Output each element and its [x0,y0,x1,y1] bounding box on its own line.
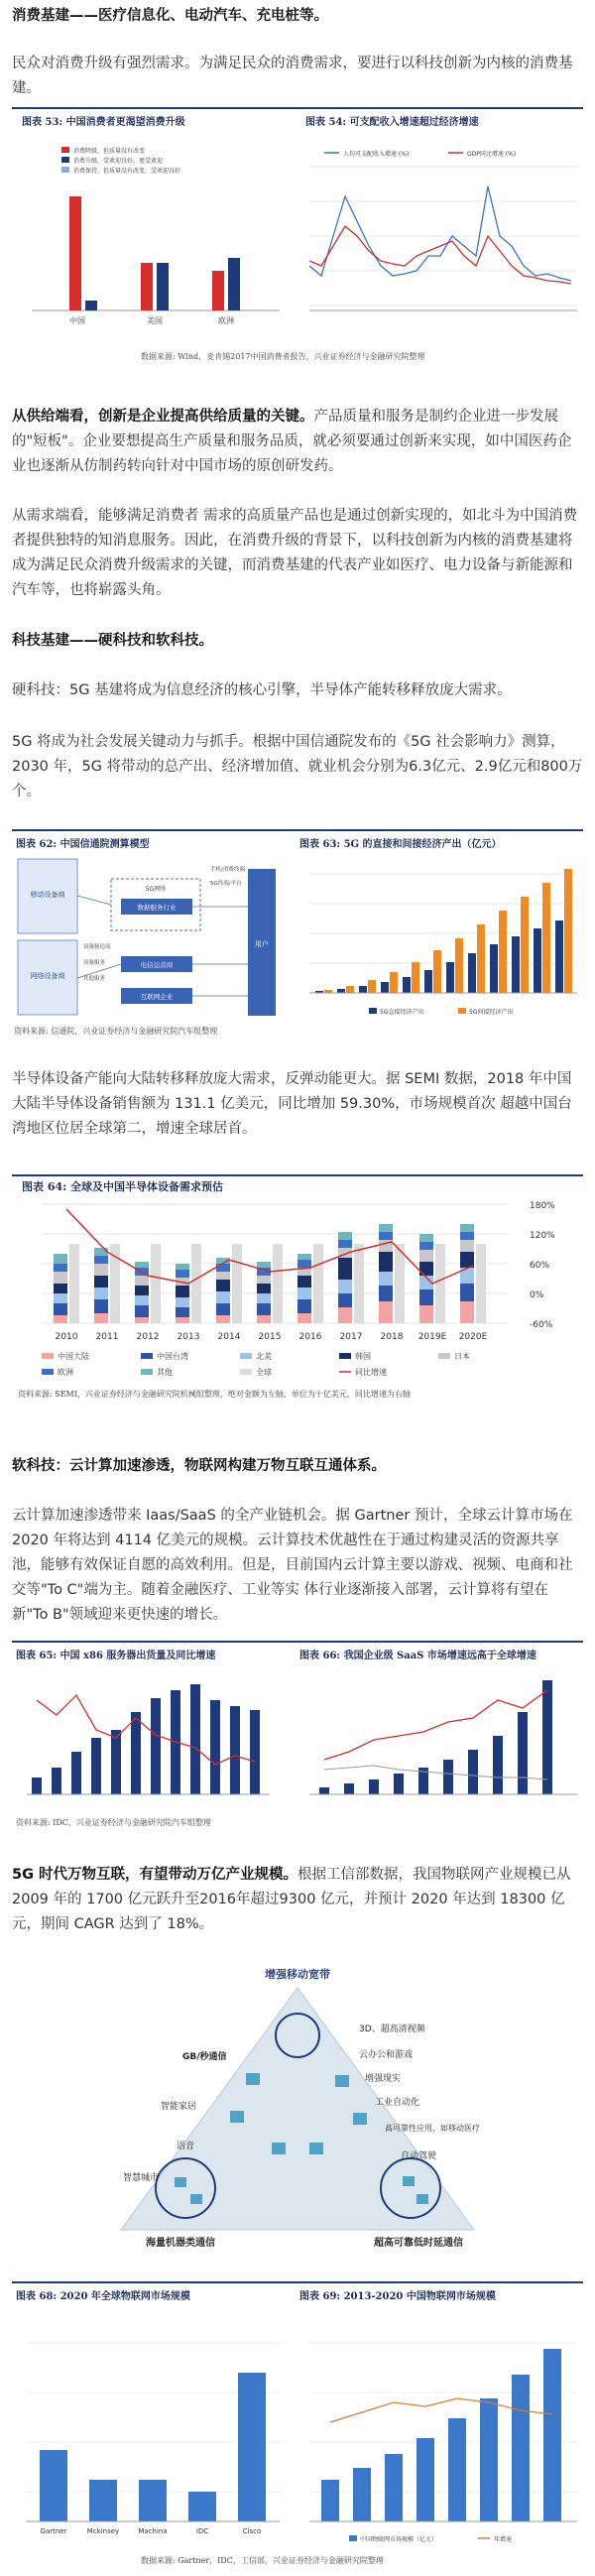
fig53-bar-us-1 [141,263,153,310]
fig68-cat-3: Machina [138,2527,168,2535]
fig64-bar-segment [135,1262,149,1268]
fig64-legend-4: 韩国 [355,1352,371,1361]
fig62-left-2: 网络设备商 [30,972,65,980]
fig64-bar-segment [94,1264,108,1276]
fig62-63-svg [12,849,583,1023]
fig64-bar-segment [135,1317,149,1323]
figure-64 [12,1174,583,1416]
fig64-bar-global [151,1244,161,1323]
fig63-title: 图表 63: 5G 的直接和间接经济产出（亿元） [299,839,502,850]
fig64-legend-8: 全球 [256,1368,272,1377]
fig68-bar-gartner [40,2450,67,2521]
fig64-x-tick: 2014 [217,1332,241,1342]
fig64-bar-segment [257,1276,271,1284]
fig64-bar-segment [419,1305,433,1323]
fig66-chart [309,1680,577,1794]
fig62-box-carrier: 电信运营商 [140,961,174,969]
pyramid-bottom-right: 超高可靠低时延通信 [374,2238,463,2249]
fig64-bar-segment [298,1276,311,1288]
fig64-bar-segment [298,1299,311,1313]
fig64-bar-segment [94,1299,108,1313]
fig64-bar-segment [338,1307,352,1323]
fig62-user: 用户 [255,940,269,948]
figure-53-54 [12,107,583,365]
fig64-bar-segment [338,1258,352,1280]
fig64-bar-segment [135,1276,149,1286]
fig64-x-tick: 2012 [136,1332,160,1342]
fig64-bar-segment [419,1250,433,1262]
fig62-small-5: 其他服务 [83,976,106,982]
figure-top-rule [12,1641,583,1643]
fig64-bar-global [191,1244,201,1323]
fig53-cat-us: 美国 [147,316,163,325]
fig64-bar-segment [298,1288,311,1299]
fig64-bar-segment [298,1260,311,1268]
fig64-legend-5: 日本 [454,1352,470,1361]
fig62-left-1: 移动设备商 [30,891,65,899]
section-heading-tech: 科技基建——硬科技和软科技。 [12,633,213,649]
fig53-bar-china-2 [85,301,97,310]
figure-62-63 [12,829,583,1040]
fig64-legend-3: 北美 [256,1352,272,1361]
fig64-x-tick: 2016 [298,1332,322,1342]
paragraph-hard-tech: 硬科技：5G 基建将成为信息经济的核心引擎，半导体产能转移释放庞大需求。 [12,682,512,698]
fig68-title: 图表 68: 2020 年全球物联网市场规模 [16,2291,190,2302]
fig64-bar-global [476,1244,486,1323]
pyramid-left-3: 语音 [177,2142,195,2151]
fig64-bars [54,1224,486,1323]
fig64-bar-segment [257,1284,271,1293]
fig53-cat-china: 中国 [69,316,85,325]
fig64-bar-segment [135,1295,149,1305]
fig64-svg [12,1194,583,1388]
fig64-bar-segment [460,1301,474,1323]
fig64-legend-2: 中国台湾 [157,1352,188,1361]
fig64-bar-segment [54,1272,67,1284]
fig68-cat-1: Gartner [40,2527,67,2535]
fig64-bar-segment [460,1232,474,1240]
pyramid-right-3: 增强现实 [365,2074,402,2084]
fig53-legend-swatch-1 [61,147,69,153]
fig64-bar-segment [460,1224,474,1232]
fig54-chart [309,150,577,310]
fig62-small-1: 手机/消费终端 [210,867,245,873]
fig64-right-tick-3: 60% [530,1261,550,1271]
fig64-bar-segment [298,1254,311,1260]
figure-top-rule [12,2281,583,2283]
fig64-bar-segment [460,1252,474,1268]
fig64-right-tick-5: -60% [530,1320,553,1330]
fig64-source: 资料来源: SEMI，兴业证券经济与金融研究院机械组整理，绝对金额为左轴，单位为十亿美元，同比增速为右轴 [18,1390,411,1399]
fig64-bar-global [313,1244,323,1323]
fig64-bar-segment [176,1286,189,1297]
fig54-title: 图表 54: 可支配收入增速超过经济增速 [305,117,479,128]
fig69-legend-1: 中国物联网市场规模（亿元） [360,2536,438,2543]
pyramid-right-5: 高可靠性应用，如移动医疗 [385,2124,480,2133]
fig64-legend-1: 中国大陆 [58,1352,89,1361]
fig54-legend-1: 人均可支配收入增速 (%) [343,151,410,158]
fig64-title: 图表 64: 全球及中国半导体设备需求预估 [22,1180,224,1193]
fig64-bar-segment [379,1286,393,1301]
fig62-diagram [18,859,276,1016]
fig64-bar-segment [54,1284,67,1293]
fig64-bar-segment [54,1254,67,1264]
fig64-x-tick: 2010 [55,1332,78,1342]
fig64-bar-segment [54,1303,67,1315]
fig53-legend-swatch-2 [61,157,69,163]
fig62-small-2: 5G终端/平台 [210,881,242,887]
fig53-legend-1: 消费降级，但质量没有改变 [73,148,146,155]
fig64-bar-segment [216,1315,230,1323]
paragraph-supply: 从供给端看，创新是企业提高供给质量的关键。产品质量和服务是制约企业进一步发展的"短板"。企业要想提高生产质量和服务品质，就必须要通过创新来实现，如中国医药企业也逐渐从仿制药转向针对中国市场的原创研发药。 [12,409,572,474]
fig68-69-source: 数据来源: Gartner，IDC，工信部，兴业证券经济与金融研究院整理 [141,2556,384,2565]
pyramid-right-6: 自动驾驶 [401,2151,437,2161]
fig64-growth-line [66,1209,473,1284]
section-heading-consumer: 消费基建——医疗信息化、电动汽车、充电桩等。 [12,8,328,24]
paragraph-semiconductor: 半导体设备产能向大陆转移释放庞大需求，反弹动能更大。据 SEMI 数据，2018 年中国大陆半导体设备销售额为 131.1 亿美元，同比增加 59.30%，市场规模首次 超越中国台湾地区位居全球第二，增速全球居首。 [12,1071,572,1137]
fig64-right-tick-4: 0% [530,1290,544,1300]
fig64-bar-global [354,1244,364,1323]
fig62-box-5g: 5G网络 [145,886,167,893]
fig68-bar-idc [188,2492,216,2521]
fig64-bar-segment [176,1307,189,1317]
fig64-bar-segment [298,1313,311,1323]
fig64-bar-segment [460,1284,474,1301]
pyramid-left-2: 智能家居 [161,2102,197,2112]
paragraph-consumer-demand: 民众对消费升级有强烈需求。为满足民众的消费需求，要进行以科技创新为内核的消费基建。 [12,56,573,96]
fig64-bar-segment [94,1276,108,1288]
fig68-bar-mckinsey [89,2480,117,2521]
fig64-bar-global [435,1244,445,1323]
fig64-bar-segment [257,1262,271,1268]
fig64-bar-segment [257,1303,271,1315]
fig63-chart [309,869,577,1016]
fig69-legend-2: 年增速 [494,2536,513,2543]
figure-top-rule [12,829,583,831]
fig53-title: 图表 53: 中国消费者更渴望消费升级 [22,117,185,128]
fig64-bar-segment [94,1248,108,1256]
fig64-bar-segment [135,1286,149,1295]
fig62-63-source: 资料来源: 信通院，兴业证券经济与金融研究院汽车组整理 [14,1027,218,1036]
fig65-chart [27,1684,270,1794]
fig62-small-4: 设备服务 [83,960,106,966]
fig53-legend-2: 消费升级，受欢迎良好，更受欢迎 [73,158,164,165]
fig64-bar-segment [216,1272,230,1280]
fig54-line-income [309,186,571,281]
fig64-bar-segment [94,1256,108,1264]
fig69-chart [309,2343,577,2543]
pyramid-left-4: 智慧城市 [123,2173,160,2183]
figure-top-rule [12,1174,583,1176]
5g-pyramid-figure [12,1964,583,2252]
fig64-legend-6: 欧洲 [58,1368,73,1377]
fig69-title: 图表 69: 2013-2020 中国物联网市场规模 [299,2291,496,2302]
fig64-bar-segment [338,1280,352,1293]
figure-65-66 [12,1641,583,1831]
fig64-bar-segment [379,1232,393,1240]
fig64-right-tick-1: 180% [530,1201,555,1211]
fig64-bar-segment [379,1301,393,1323]
fig65-66-svg [12,1660,583,1814]
fig53-bar-china-1 [69,196,81,310]
fig64-bar-segment [257,1293,271,1303]
fig64-bar-segment [54,1315,67,1323]
fig64-bar-segment [257,1315,271,1323]
fig64-right-tick-2: 120% [530,1231,555,1241]
figure-68-69 [12,2281,583,2569]
fig64-x-tick: 2020E [458,1332,488,1342]
fig53-bar-us-2 [157,263,169,310]
fig64-bar-segment [338,1232,352,1240]
figure-top-rule [12,107,583,109]
fig64-bar-segment [176,1297,189,1307]
fig64-bar-segment [176,1264,189,1270]
paragraph-5g: 5G 将成为社会发展关键动力与抓手。根据中国信通院发布的《5G 社会影响力》测算，2030 年，5G 将带动的总产出、经济增加值、就业机会分别为6.3亿元、2.9亿元和800万个。 [12,734,583,799]
fig64-legend-7: 其他 [157,1368,173,1377]
fig53-bar-eu-2 [228,258,240,310]
fig64-bar-segment [216,1280,230,1291]
fig64-bar-segment [176,1317,189,1323]
fig54-legend-2: GDP同比增速 (%) [467,151,517,158]
fig64-bar-segment [216,1303,230,1315]
fig53-cat-eu: 欧洲 [218,316,234,325]
fig64-bar-segment [460,1240,474,1252]
fig62-box-data: 数据服务行业 [137,904,177,912]
fig64-bar-segment [54,1293,67,1303]
fig64-bar-segment [94,1313,108,1323]
pyramid-top-label: 增强移动宽带 [265,1968,330,1981]
fig63-legend-1: 5G直接经济产出 [380,1009,424,1016]
fig53-bar-eu-1 [212,271,224,310]
fig53-54-svg [12,127,583,350]
fig64-x-tick: 2013 [177,1332,200,1342]
fig64-bar-segment [379,1252,393,1272]
fig68-cat-4: IDC [195,2527,209,2535]
paragraph-cloud: 云计算加速渗透带来 Iaas/SaaS 的全产业链机会。据 Gartner 预计，全球云计算市场在 2020 年将达到 4114 亿美元的规模。云计算技术优越性在于通过构建灵活的资源共享池，能够有效保证自愿的高效利用。但是，目前国内云计算主要以游戏、视频、电商和社交等"To C"端为主。随着金融医疗、工业等实 体行业逐渐接入部署，云计算将有望在新"To B"领域迎来更快速的增长。 [12,1508,573,1623]
fig64-bar-segment [54,1264,67,1272]
fig66-title: 图表 66: 我国企业级 SaaS 市场增速远高于全球增速 [299,1651,536,1661]
fig68-cat-5: Cisco [242,2527,262,2535]
fig64-x-tick: 2018 [380,1332,404,1342]
fig64-legend-9: 同比增速 [355,1368,387,1377]
fig53-54-source: 数据来源: Wind，麦肯锡2017中国消费者报告，兴业证券经济与金融研究院整理 [141,352,425,361]
fig63-legend-2: 5G间接经济产出 [469,1009,514,1016]
fig64-bar-global [69,1244,79,1323]
fig64-bar-segment [419,1242,433,1250]
fig68-chart [26,2343,280,2535]
fig64-x-ticks [56,1332,488,1342]
fig68-69-svg [12,2303,583,2551]
fig62-title: 图表 62: 中国信通院测算模型 [16,839,150,850]
fig64-legend [42,1351,470,1377]
fig64-bar-segment [379,1224,393,1232]
fig64-bar-segment [135,1305,149,1317]
fig65-66-source: 资料来源: IDC，兴业证券经济与金融研究院汽车组整理 [16,1818,211,1827]
fig53-legend-3: 消费保持，但质量没有改变，受欢迎良好 [73,168,181,175]
pyramid-left-1: GB/秒通信 [182,2052,227,2062]
fig62-small-3: 设备制造商 [83,944,111,950]
fig64-bar-global [232,1244,242,1323]
paragraph-iot: 5G 时代万物互联，有望带动万亿产业规模。根据工信部数据，我国物联网产业规模已从 2009 年的 1700 亿元跃升至2016年超过9300 亿元，并预计 2020 年达到 18300 亿元，期间 CAGR 达到了 18%。 [12,1867,571,1932]
fig64-bar-global [395,1244,405,1323]
fig65-title: 图表 65: 中国 x86 服务器出货量及同比增速 [16,1651,216,1661]
5g-pyramid-svg [12,1964,583,2252]
fig64-bar-global [273,1244,283,1323]
pyramid-bottom-left: 海量机器类通信 [146,2238,215,2249]
fig62-box-internet: 互联网企业 [140,993,174,1001]
fig64-x-tick: 2015 [258,1332,282,1342]
paragraph-demand: 从需求端看，能够满足消费者 需求的高质量产品也是通过创新实现的，如北斗为中国消费者提供独特的知消息服务。因此，在消费升级的背景下，以科技创新为内核的消费基建将成为满足民众消费升级需求的关键，而消费基建的代表产业如医疗、电力设备与新能源和汽车等，也将崭露头角。 [12,508,578,598]
fig64-bar-segment [338,1293,352,1307]
fig64-x-tick: 2011 [95,1332,119,1342]
fig53-legend-swatch-3 [61,167,69,173]
fig64-bar-segment [419,1289,433,1305]
fig64-bar-segment [176,1270,189,1278]
fig64-x-tick: 2017 [339,1332,363,1342]
fig64-bar-segment [379,1272,393,1286]
fig64-bar-segment [216,1264,230,1272]
fig68-bar-machina [139,2480,167,2521]
fig64-x-tick: 2019E [417,1332,447,1342]
fig68-bar-cisco [238,2373,266,2521]
fig53-chart [32,147,280,325]
pyramid-right-2: 云办公和游戏 [359,2050,414,2060]
fig64-bar-segment [94,1288,108,1299]
section-heading-soft-tech: 软科技：云计算加速渗透，物联网构建万物互联互通体系。 [12,1458,386,1474]
fig64-bar-segment [419,1234,433,1242]
fig64-bar-segment [338,1240,352,1248]
fig64-bar-segment [216,1291,230,1303]
pyramid-right-1: 3D、超高清视频 [359,2024,425,2034]
pyramid-right-4: 工业自动化 [375,2098,420,2108]
fig68-cat-2: Mckinsey [86,2527,120,2535]
